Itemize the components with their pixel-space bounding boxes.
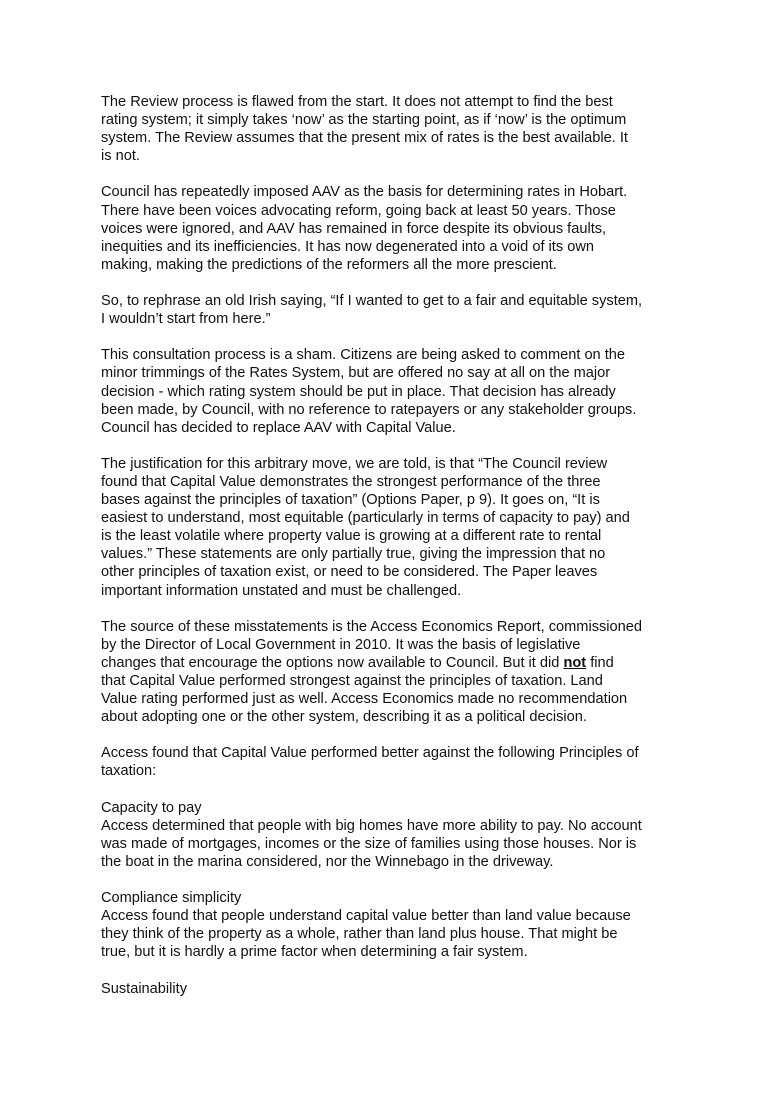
text-line: important information unstated and must be challenged. (101, 582, 462, 599)
text-line: Access determined that people with big homes have more ability to pay. No account (101, 817, 642, 834)
section-capacity-to-pay (101, 799, 691, 871)
text-line: Council has repeatedly imposed AAV as the basis for determining rates in Hobart. (101, 184, 628, 201)
text-fragment: changes that encourage the options now available to Council. But it did (101, 654, 564, 671)
text-line: system. The Review assumes that the present mix of rates is the best available. It (101, 130, 628, 147)
text-line: they think of the property as a whole, rather than land plus house. That might be (101, 926, 618, 943)
text-line: easiest to understand, most equitable (particularly in terms of capacity to pay) and (101, 510, 630, 527)
text-line: the boat in the marina considered, nor the Winnebago in the driveway. (101, 853, 554, 870)
section-heading: Sustainability (101, 980, 187, 997)
paragraph-principles-intro (101, 744, 691, 780)
paragraph-irish-saying (101, 292, 691, 328)
text-line: bases against the principles of taxation” (Options Paper, p 9). It goes on, “It is (101, 492, 600, 509)
text-line: was made of mortgages, incomes or the size of families using those houses. Nor is (101, 835, 637, 852)
text-line: other principles of taxation exist, or need to be considered. The Paper leaves (101, 564, 598, 581)
text-line: voices were ignored, and AAV has remained in force despite its obvious faults, (101, 220, 607, 237)
text-line: been made, by Council, with no reference to ratepayers or any stakeholder groups. (101, 401, 637, 418)
text-line: Access found that people understand capital value better than land value because (101, 908, 631, 925)
section-compliance-simplicity (101, 889, 691, 961)
text-line: There have been voices advocating reform, going back at least 50 years. Those (101, 202, 616, 219)
paragraph-justification (101, 455, 691, 600)
text-line: about adopting one or the other system, describing it as a political decision. (101, 709, 587, 726)
text-line: So, to rephrase an old Irish saying, “If I wanted to get to a fair and equitable system, (101, 293, 643, 310)
section-heading: Capacity to pay (101, 799, 202, 816)
paragraph-review-flawed (101, 93, 691, 165)
paragraph-council-aav (101, 183, 691, 273)
paragraph-consultation-sham (101, 346, 691, 436)
text-line: that Capital Value performed strongest against the principles of taxation. Land (101, 673, 603, 689)
text-line: values.” These statements are only partially true, giving the impression that no (101, 546, 606, 563)
text-line: taxation: (101, 763, 157, 780)
text-line: Access found that Capital Value performed better against the following Principles of (101, 745, 639, 762)
text-line: minor trimmings of the Rates System, but are offered no say at all on the major (101, 365, 611, 382)
text-fragment: find (586, 654, 614, 671)
text-line: is not. (101, 148, 140, 165)
text-line: This consultation process is a sham. Citizens are being asked to comment on the (101, 347, 626, 364)
text-line: is the least volatile where property value is growing at a different rate to rental (101, 528, 602, 545)
section-heading: Compliance simplicity (101, 890, 242, 907)
text-line: true, but it is hardly a prime factor when determining a fair system. (101, 944, 528, 961)
text-line: making, making the predictions of the reformers all the more prescient. (101, 256, 557, 273)
text-line: decision - which rating system should be put in place. That decision has already (101, 383, 616, 400)
text-line: I wouldn’t start from here.” (101, 311, 271, 328)
text-line: The Review process is flawed from the start. It does not attempt to find the best (101, 94, 613, 110)
text-line (101, 654, 691, 672)
text-line: Value rating performed just as well. Access Economics made no recommendation (101, 691, 628, 708)
emphasis-not: not (563, 654, 587, 671)
text-line: inequities and its inefficiencies. It has now degenerated into a void of its own (101, 238, 594, 255)
text-line: The justification for this arbitrary move, we are told, is that “The Council review (101, 455, 608, 472)
text-line: found that Capital Value demonstrates the strongest performance of the three (101, 473, 601, 490)
text-line: The source of these misstatements is the Access Economics Report, commissioned (101, 618, 643, 635)
section-sustainability (101, 980, 691, 998)
text-line: Council has decided to replace AAV with Capital Value. (101, 419, 456, 436)
paragraph-access-economics (101, 618, 691, 727)
document-page (101, 93, 691, 1016)
text-line: by the Director of Local Government in 2010. It was the basis of legislative (101, 636, 581, 653)
text-line: rating system; it simply takes ‘now’ as the starting point, as if ‘now’ is the optimum (101, 112, 627, 129)
